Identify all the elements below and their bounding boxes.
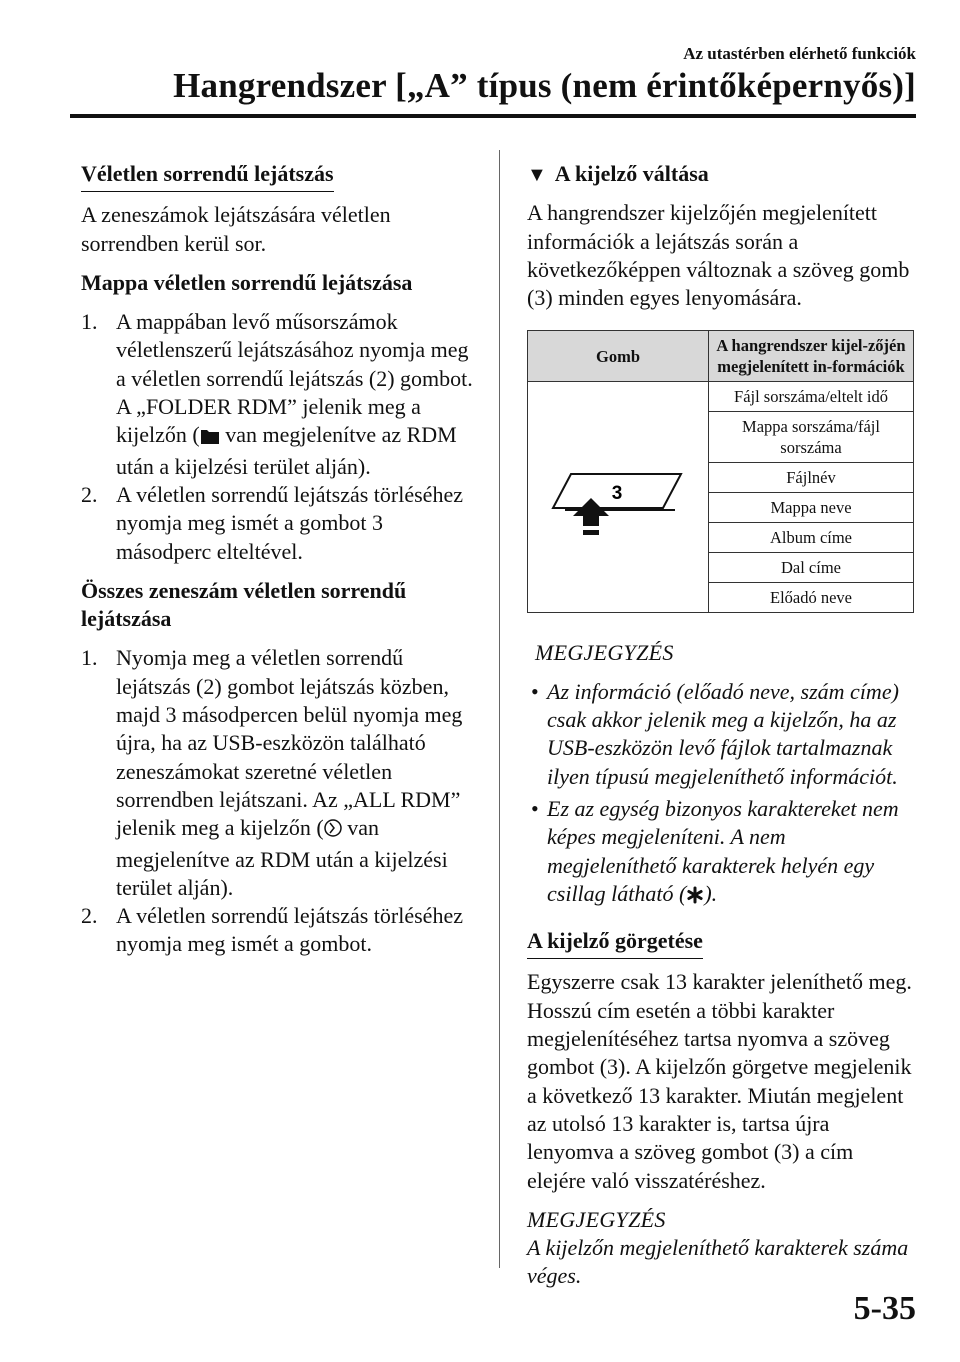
table-cell: Dal címe bbox=[709, 553, 914, 583]
table-cell: Mappa sorszáma/fájl sorszáma bbox=[709, 412, 914, 463]
section-intro: A hangrendszer kijelzőjén megjelenített információk a lejátszás során a következőképpen változnak a szöveg gomb (3) minden egyes lenyomására. bbox=[527, 200, 910, 311]
step-number: 2. bbox=[81, 903, 98, 929]
subsection-title-folder-random: Mappa véletlen sorrendű lejátszása bbox=[81, 269, 413, 295]
right-column bbox=[527, 160, 917, 1291]
header-rule bbox=[70, 114, 916, 118]
button-number-label: 3 bbox=[611, 482, 623, 504]
step-number: 1. bbox=[81, 645, 98, 671]
disc-icon bbox=[324, 817, 342, 845]
bullet-dot: • bbox=[531, 678, 539, 704]
running-header: Az utastérben elérhető funkciók bbox=[683, 44, 916, 63]
note-bullet bbox=[527, 795, 917, 911]
table-header-info: A hangrendszer kijel-zőjén megjelenített in-formációk bbox=[709, 331, 914, 382]
column-divider bbox=[499, 150, 500, 1268]
table-cell: Album címe bbox=[709, 523, 914, 553]
triangle-down-icon: ▼ bbox=[527, 164, 547, 186]
note-text: A kijelzőn megjeleníthető karakterek száma véges. bbox=[527, 1235, 909, 1289]
note-block bbox=[527, 678, 917, 911]
page-title: Hangrendszer [„A” típus (nem érintőképernyős)] bbox=[173, 66, 916, 105]
left-column bbox=[81, 160, 481, 970]
step-item bbox=[81, 644, 481, 902]
note-heading: MEGJEGYZÉS bbox=[527, 1206, 666, 1232]
section-text-random: A zeneszámok lejátszására véletlen sorrendben kerül sor. bbox=[81, 202, 391, 256]
section-title-text: A kijelző váltása bbox=[554, 161, 709, 186]
step-text-cont: van megjelenítve az RDM után a kijelzési terület alján). bbox=[116, 422, 457, 479]
table-header-row bbox=[528, 331, 914, 382]
folder-random-steps bbox=[81, 308, 481, 566]
step-item bbox=[81, 902, 481, 959]
step-text: A mappában levő műsorszámok véletlenszerű lejátszásához nyomja meg a véletlen sorrendű lejátszás (2) gombot. A „FOLDER RDM” jelenik meg a kijelzőn ( bbox=[116, 309, 473, 448]
step-text: A véletlen sorrendű lejátszás törléséhez nyomja meg ismét a gombot 3 másodperc elteltével. bbox=[116, 481, 463, 564]
subsection-title-all-random: Összes zeneszám véletlen sorrendű lejátszása bbox=[81, 577, 407, 632]
step-text: Nyomja meg a véletlen sorrendű lejátszás (2) gombot lejátszás közben, majd 3 másodpercen belül nyomja meg újra, ha az USB-eszközön található zeneszámokat szeretné véletlen sorrendben lejátszani. Az „ALL RDM” jelenik meg a kijelzőn ( bbox=[116, 645, 463, 841]
section-title-scroll: A kijelző görgetése bbox=[527, 927, 703, 959]
step-text-cont: van megjelenítve az RDM után a kijelzési terület alján). bbox=[116, 815, 448, 900]
table-header-button: Gomb bbox=[528, 331, 709, 382]
section-text-scroll: Egyszerre csak 13 karakter jeleníthető meg. Hosszú cím esetén a többi karakter megjelenítéséhez tartsa nyomva a szöveg gombot (3). A kijelzőn görgetve megjelenik a következő 13 karakter. Miután megjelent az utolsó 13 karakter is, tartsa újra lenyomva a szöveg gombot (3) a cím elejére való visszatéréshez. bbox=[527, 969, 912, 1193]
section-title-random: Véletlen sorrendű lejátszás bbox=[81, 160, 334, 192]
note-bullet-text-cont: ). bbox=[704, 880, 718, 906]
asterisk-icon bbox=[686, 883, 704, 911]
step-item bbox=[81, 308, 481, 481]
step-item bbox=[81, 481, 481, 566]
note-heading: MEGJEGYZÉS bbox=[535, 640, 674, 666]
note-bullet bbox=[527, 678, 917, 791]
button-illustration-cell bbox=[528, 382, 709, 613]
note-bullet-text: Ez az egység bizonyos karaktereket nem képes megjeleníteni. A nem megjeleníthető karakterek helyén egy csillag látható ( bbox=[547, 795, 899, 906]
table-row bbox=[528, 382, 914, 412]
table-cell: Előadó neve bbox=[709, 583, 914, 613]
text-button-illustration bbox=[543, 452, 693, 538]
display-table bbox=[527, 330, 914, 613]
folder-icon bbox=[200, 424, 220, 452]
page-number: 5-35 bbox=[853, 1290, 916, 1327]
all-random-steps bbox=[81, 644, 481, 958]
note-bullet-text: Az információ (előadó neve, szám címe) csak akkor jelenik meg a kijelzőn, ha az USB-eszközön levő fájlok tartalmaznak ilyen típusú megjeleníthető információt. bbox=[547, 678, 899, 789]
step-number: 2. bbox=[81, 481, 98, 507]
step-number: 1. bbox=[81, 309, 98, 335]
table-cell: Fájl sorszáma/eltelt idő bbox=[709, 382, 914, 412]
bullet-dot: • bbox=[531, 795, 539, 821]
step-text: A véletlen sorrendű lejátszás törléséhez nyomja meg ismét a gombot. bbox=[116, 903, 463, 957]
table-cell: Mappa neve bbox=[709, 493, 914, 523]
section-title-display bbox=[527, 160, 917, 189]
table-cell: Fájlnév bbox=[709, 463, 914, 493]
